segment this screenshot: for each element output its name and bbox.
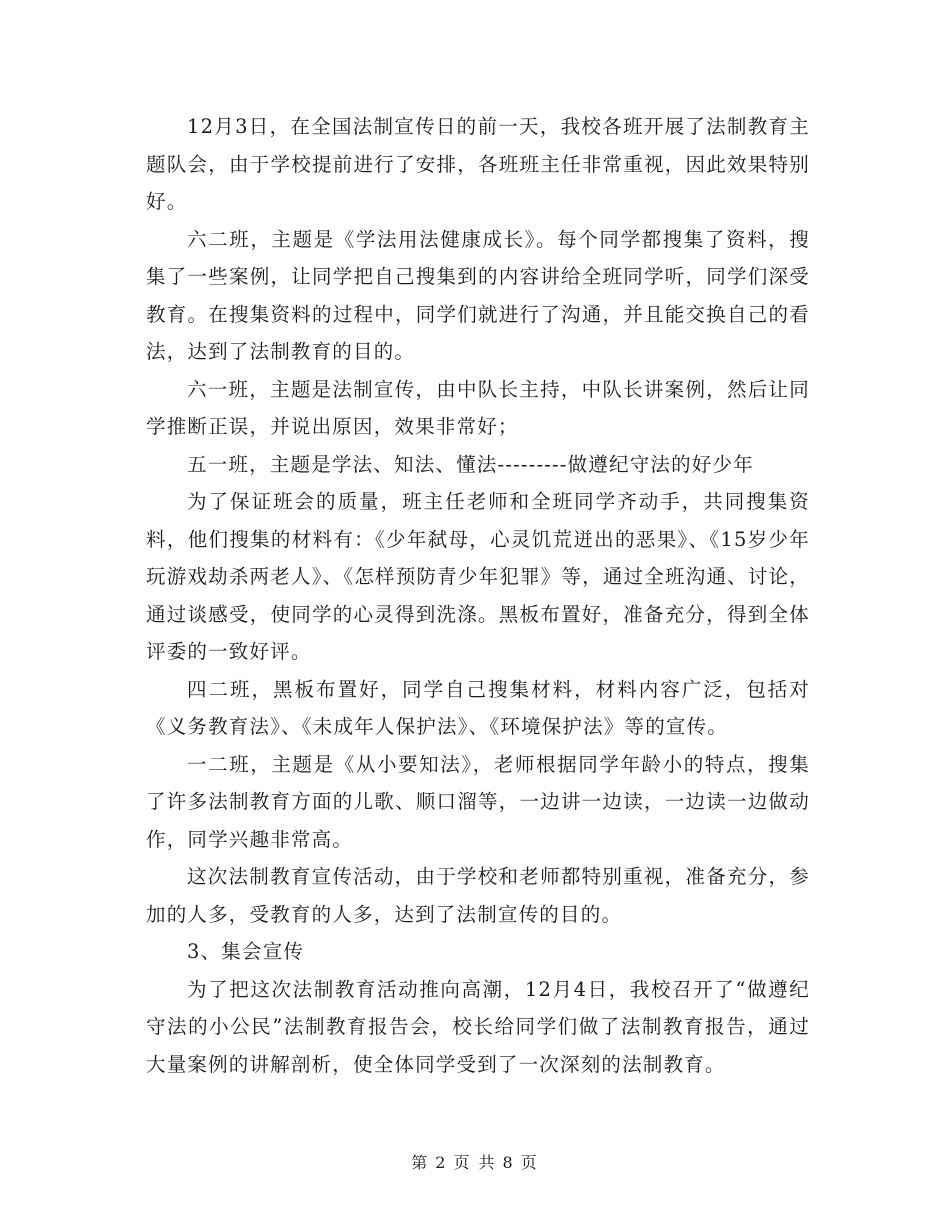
- paragraph-2: 六二班，主题是《学法用法健康成长》。每个同学都搜集了资料，搜集了一些案例，让同学把自己搜集到的内容讲给全班同学听，同学们深受教育。在搜集资料的过程中，同学们就进行了沟通，并且能交换自己的看法，达到了法制教育的目的。: [146, 227, 810, 363]
- paragraph-8: 这次法制教育宣传活动，由于学校和老师都特别重视，准备充分，参加的人多，受教育的人多，达到了法制宣传的目的。: [146, 865, 810, 926]
- paragraph-6: 四二班，黑板布置好，同学自己搜集材料，材料内容广泛，包括对《义务教育法》、《未成年人保护法》、《环境保护法》等的宣传。: [146, 677, 810, 738]
- footer-suffix: 页: [520, 1153, 539, 1172]
- paragraph-5: 为了保证班会的质量，班主任老师和全班同学齐动手，共同搜集资料，他们搜集的材料有：《少年弑母，心灵饥荒迸出的恶果》、《15岁少年玩游戏劫杀两老人》、《怎样预防青少年犯罪》等，通过全班沟通、讨论，通过谈感受，使同学的心灵得到洗涤。黑板布置好，准备充分，得到全体评委的一致好评。: [146, 490, 810, 663]
- page-footer: [0, 1150, 950, 1173]
- page-number-current: 2: [435, 1153, 448, 1172]
- footer-prefix: 第: [411, 1153, 430, 1172]
- paragraph-10: 为了把这次法制教育活动推向高潮，12月4日，我校召开了“做遵纪守法的小公民”法制教育报告会，校长给同学们做了法制教育报告，通过大量案例的讲解剖析，使全体同学受到了一次深刻的法制教育。: [146, 977, 810, 1076]
- paragraph-4: 五一班，主题是学法、知法、懂法---------做遵纪守法的好少年: [187, 452, 754, 476]
- section-heading-assembly: 3、集会宣传: [187, 940, 305, 963]
- paragraph-3: 六一班，主题是法制宣传，由中队长主持，中队长讲案例，然后让同学推断正误，并说出原因，效果非常好；: [146, 377, 810, 438]
- page-number-total: 8: [502, 1153, 515, 1172]
- paragraph-1: 12月3日，在全国法制宣传日的前一天，我校各班开展了法制教育主题队会，由于学校提前进行了安排，各班班主任非常重视，因此效果特别好。: [146, 115, 810, 213]
- document-body: [146, 108, 810, 1083]
- paragraph-7: 一二班，主题是《从小要知法》，老师根据同学年龄小的特点，搜集了许多法制教育方面的儿歌、顺口溜等，一边讲一边读，一边读一边做动作，同学兴趣非常高。: [146, 752, 810, 851]
- footer-middle: 页 共: [453, 1153, 497, 1172]
